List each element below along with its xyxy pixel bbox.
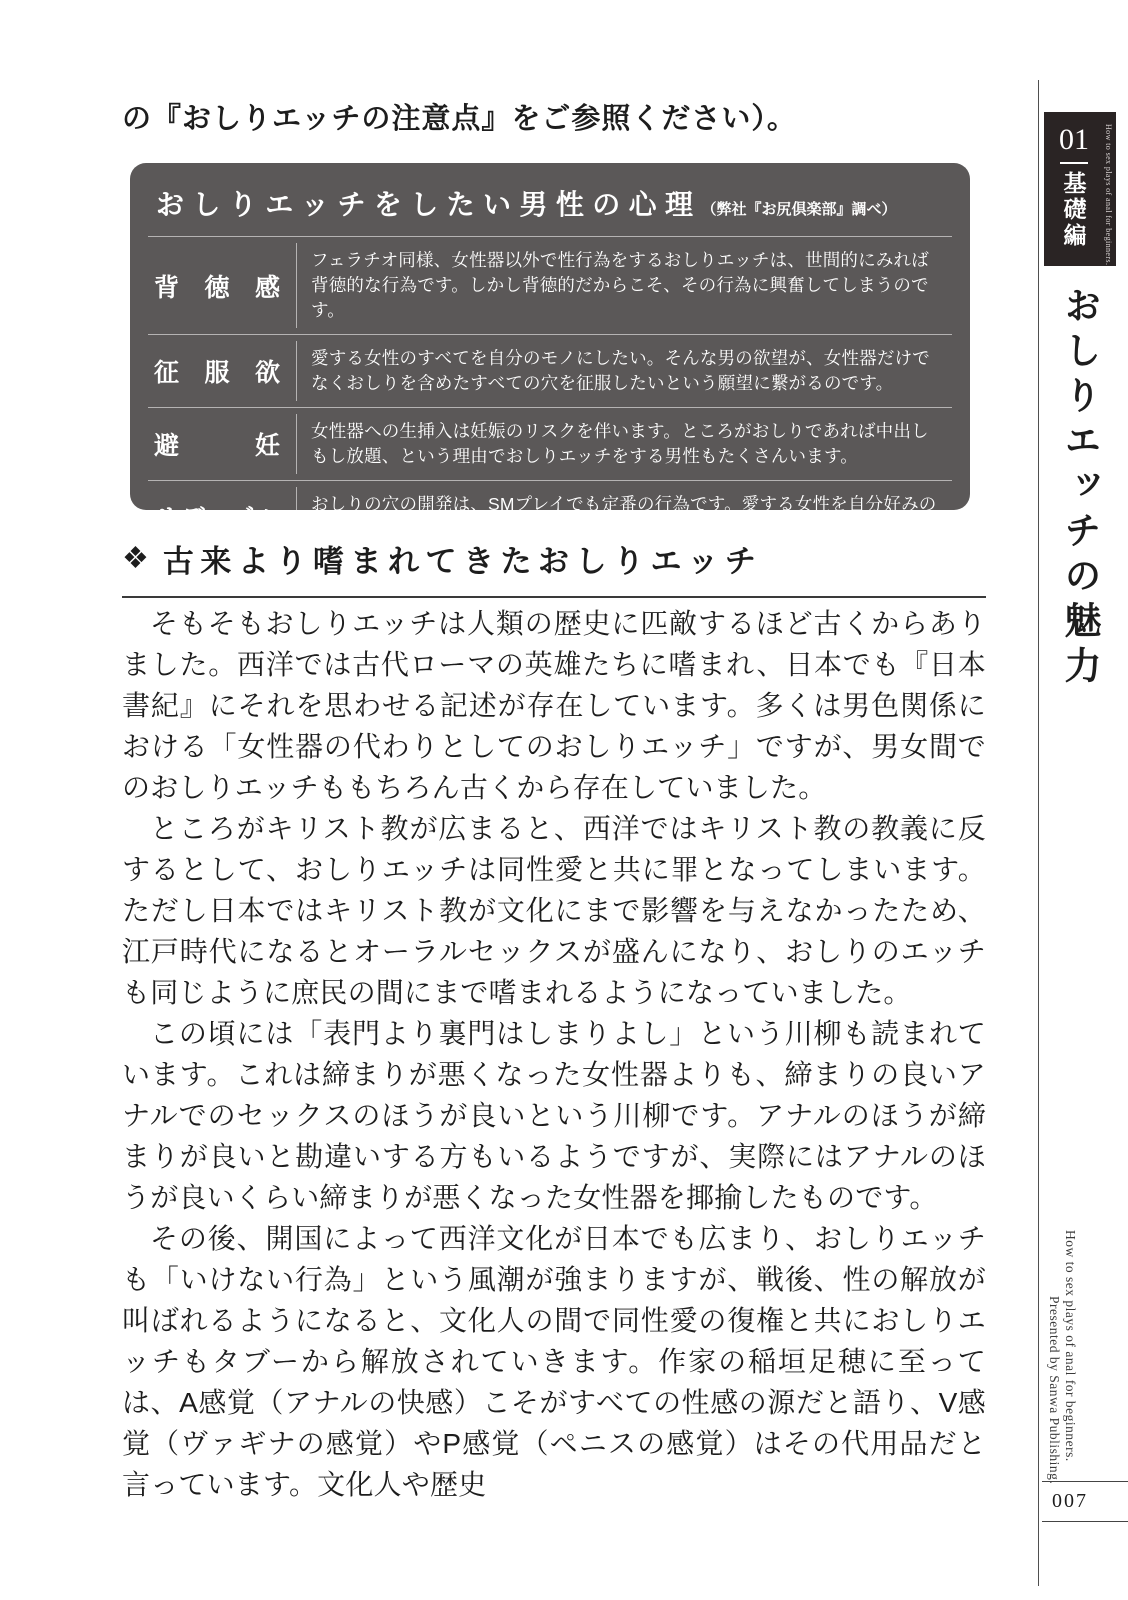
footer-series-title: How to sex plays of anal for beginners. [1063,1230,1078,1462]
diamond-marker-icon: ❖ [122,541,149,575]
section-heading [122,536,986,598]
intro-line: の『おしりエッチの注意点』をご参照ください）。 [122,103,797,135]
paragraph: この頃には「表門より裏門はしまりよし」という川柳も読まれています。これは締まりが悪くなった女性器よりも、締まりの良いアナルでのセックスのほうが良いという川柳です。アナルのほうが締まりが良いと勘違いする方もいるようですが、実際にはアナルのほうが良いくらい締まりが悪くなった女性器を揶揄したものです。 [122,1018,986,1213]
row-label: 背徳感 [154,273,280,302]
paragraph: ところがキリスト教が広まると、西洋ではキリスト教の教義に反するとして、おしりエッチは同性愛と共に罪となってしまいます。ただし日本ではキリスト教が文化にまで影響を与えなかったため、江戸時代になるとオーラルセックスが盛んになり、おしりのエッチも同じように庶民の間にまで嗜まれるようになっていました。 [122,813,986,1008]
table-row [148,407,952,480]
paragraph: その後、開国によって西洋文化が日本でも広まり、おしりエッチも「いけない行為」という風潮が強まりますが、戦後、性の解放が叫ばれるようになると、文化人の間で同性愛の復権と共におしりエッチもタブーから解放されていきます。作家の稲垣足穂に至っては、A感覚（アナルの快感）こそがすべての性感の源だと語り、V感覚（ヴァギナの感覚）やP感覚（ペニスの感覚）はその代用品だと言っています。文化人や歴史 [122,1223,986,1500]
body-text [122,603,986,1505]
row-text: 愛する女性のすべてを自分のモノにしたい。そんな男の欲望が、女性器だけでなくおしりを含めたすべての穴を征服したいという願望に繋がるのです。 [296,341,952,401]
paragraph: そもそもおしりエッチは人類の歴史に匹敵するほど古くからありました。西洋では古代ローマの英雄たちに嗜まれ、日本でも『日本書紀』にそれを思わせる記述が存在しています。多くは男色関係における「女性器の代わりとしてのおしりエッチ」ですが、男女間でのおしりエッチももちろん古くから存在していました。 [122,608,986,803]
table-row [148,236,952,334]
footer-publisher: Presented by Sanwa Publishing. [1047,1296,1062,1485]
chapter-label: 基礎編 [1060,171,1087,249]
chapter-tagline: How to sex plays of anal for beginners. [1104,124,1113,266]
chapter-tab-main [1044,112,1104,266]
chapter-tab [1044,112,1116,266]
male-psychology-panel [130,163,970,539]
panel-title-note: （弊社『お尻倶楽部』調べ） [701,201,897,218]
panel-header [130,163,970,236]
row-label: 避妊 [154,432,280,460]
row-text: おしりの穴の開発は、SMプレイでも定番の行為です。愛する女性を自分好みの体へと改造するため、おしりエッチや異物挿入を楽しむS男性も多いのです。 [296,487,952,547]
row-label: サディズム [154,505,280,533]
chapter-vertical-title: おしりエッチの魅力 [1059,286,1100,691]
row-text: 女性器への生挿入は妊娠のリスクを伴います。ところがおしりであれば中出しもし放題、という理由でおしりエッチをする男性もたくさんいます。 [296,414,952,474]
panel-title: おしりエッチをしたい男性の心理 [156,189,702,220]
section-title: 古来より嗜まれてきたおしりエッチ [162,544,763,579]
chapter-tab-rule [1060,162,1088,164]
sidebar-divider [1038,80,1039,1586]
row-label: 征服欲 [154,359,280,387]
table-row [148,334,952,407]
row-text: フェラチオ同様、女性器以外で性行為をするおしりエッチは、世間的にみれば背徳的な行為です。しかし背徳的だからこそ、その行為に興奮してしまうのです。 [296,243,952,328]
chapter-number: 01 [1059,123,1089,156]
page-number: 007 [1042,1481,1128,1522]
